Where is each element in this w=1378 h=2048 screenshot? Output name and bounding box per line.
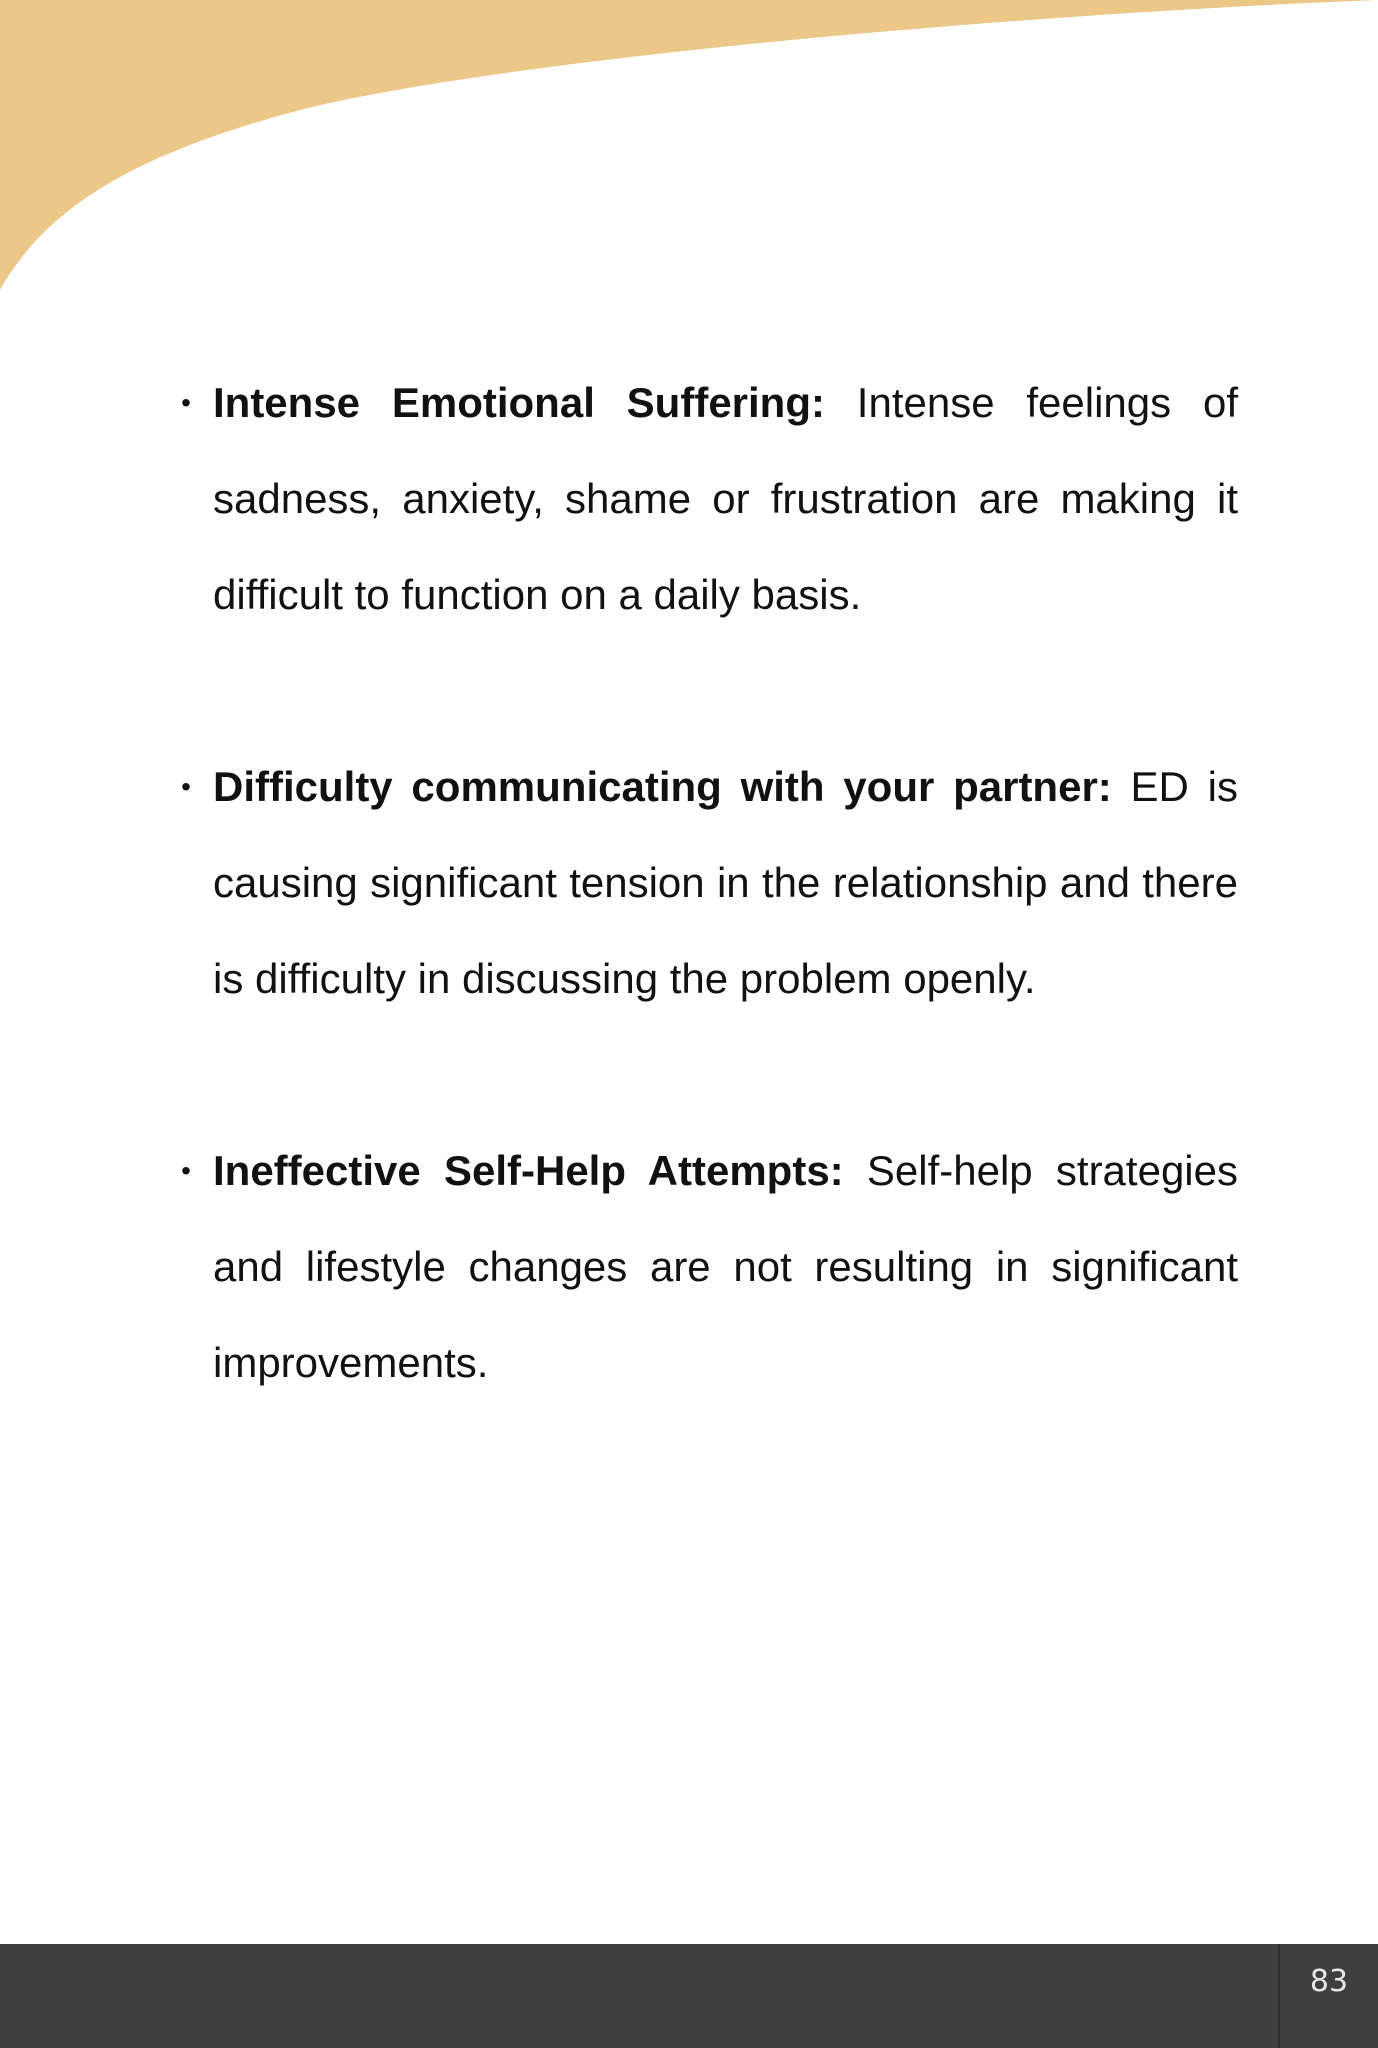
list-item-term: Difficulty communicating with your partner: (213, 763, 1112, 810)
bullet-icon: • (181, 387, 191, 418)
list-item-term: Ineffective Self-Help Attempts: (213, 1147, 844, 1194)
list-item-ineffective-self-help (176, 1123, 1238, 1411)
list-item-text: Self-help strategies and lifestyle changes are not resulting in significant improvements. (213, 1147, 1238, 1386)
main-content (176, 355, 1238, 1507)
list-item-text: ED is causing significant tension in the relationship and there is difficulty in discussing the problem openly. (213, 763, 1238, 1002)
list-item-communication-difficulty (176, 739, 1238, 1027)
header-swoosh-decoration (0, 0, 1378, 300)
list-item-text: Intense feelings of sadness, anxiety, shame or frustration are making it difficult to function on a daily basis. (213, 379, 1238, 618)
page-footer (0, 1944, 1378, 2048)
list-item-term: Intense Emotional Suffering: (213, 379, 825, 426)
criteria-list (176, 355, 1238, 1411)
bullet-icon: • (181, 1155, 191, 1186)
list-item-emotional-suffering (176, 355, 1238, 643)
page-number: 83 (1309, 1964, 1349, 1999)
swoosh-shape (0, 0, 1378, 290)
bullet-icon: • (181, 771, 191, 802)
